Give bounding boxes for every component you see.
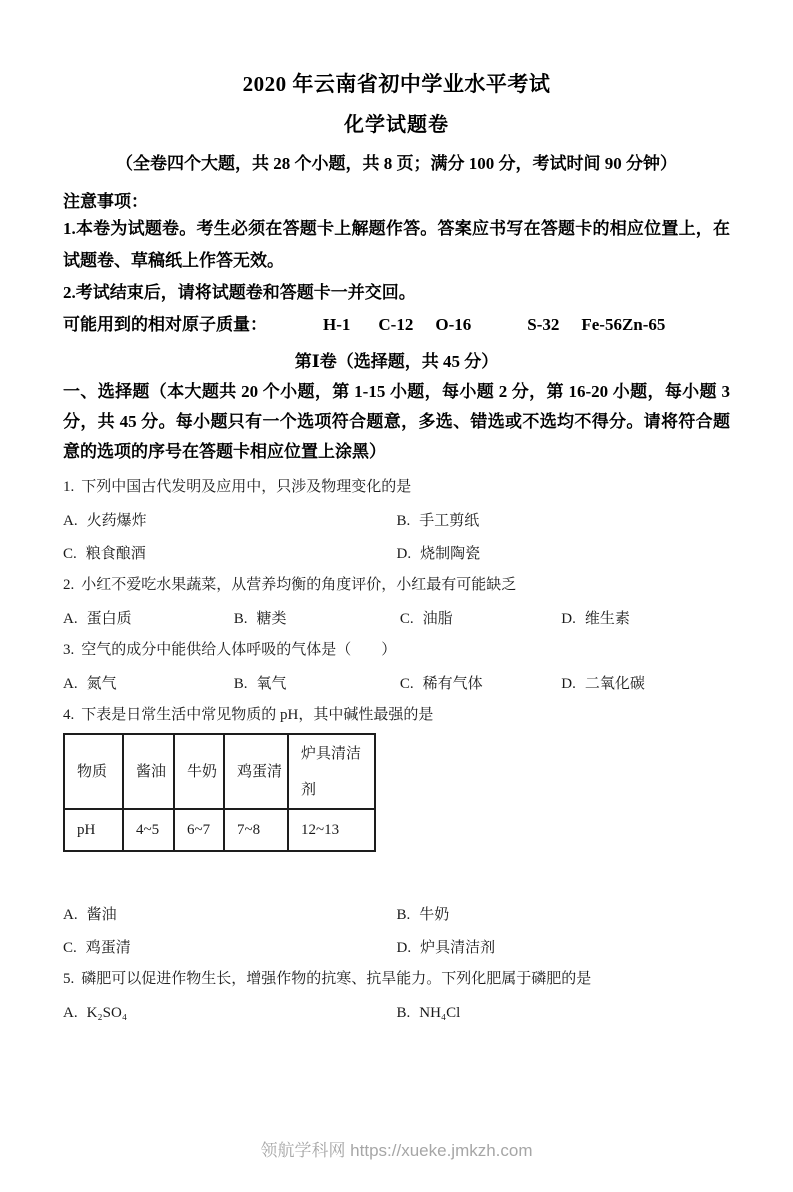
option-text: 鸡蛋清 — [85, 940, 131, 956]
question-text: 5. 磷肥可以促进作物生长，增强作物的抗寒、抗旱能力。下列化肥属于磷肥的是 — [63, 971, 592, 987]
section-title: 第Ⅰ卷（选择题，共 45 分） — [294, 352, 499, 371]
option-d — [397, 937, 731, 959]
option-text: 维生素 — [584, 611, 630, 627]
option-label: B. — [396, 513, 411, 529]
option-b — [397, 1002, 731, 1024]
question-1 — [63, 476, 730, 565]
option-b — [397, 904, 731, 926]
exam-page — [0, 70, 793, 1024]
option-label: C. — [63, 940, 77, 956]
option-text: NH₄Cl — [419, 1005, 461, 1021]
option-b — [234, 673, 400, 695]
question-text: 4. 下表是日常生活中常见物质的 pH，其中碱性最强的是 — [63, 707, 434, 723]
question-2 — [63, 574, 730, 630]
question-4 — [63, 704, 730, 959]
option-label: C. — [399, 676, 414, 692]
option-a — [63, 673, 234, 695]
option-text: 糖类 — [256, 611, 287, 627]
option-text: 蛋白质 — [86, 611, 132, 627]
option-a — [63, 510, 397, 532]
option-label: A. — [63, 1005, 78, 1021]
option-text: 油脂 — [422, 611, 453, 627]
option-text: 烧制陶瓷 — [420, 546, 481, 562]
question-text: 1. 下列中国古代发明及应用中，只涉及物理变化的是 — [63, 479, 412, 495]
table-cell: 物质 — [64, 734, 123, 809]
question-number: 4. — [63, 707, 75, 723]
option-b — [234, 608, 400, 630]
table-cell: 酱油 — [123, 734, 174, 809]
atomic-mass-value: O-16 — [435, 315, 472, 334]
atomic-mass-value: H-1 — [323, 315, 351, 334]
option-label: A. — [63, 676, 78, 692]
table-cell: 炉具清洁剂 — [288, 734, 375, 809]
atomic-mass-value: C-12 — [378, 315, 414, 334]
question-number: 5. — [63, 971, 75, 987]
option-a — [63, 608, 234, 630]
watermark-footer: 领航学科网 https://xueke.jmkzh.com — [260, 1141, 533, 1160]
option-label: A. — [63, 513, 78, 529]
option-text: 炉具清洁剂 — [420, 940, 496, 956]
option-label: D. — [396, 940, 412, 956]
table-header-row — [64, 734, 375, 809]
option-c — [400, 673, 561, 695]
options-grid — [63, 608, 730, 630]
section-intro: 一、选择题（本大题共 20 个小题，第 1-15 小题，每小题 2 分，第 16-20 小题，每小题 3 分，共 45 分。每小题只有一个选项符合题意，多选、错选或不选均不得分。请将符合题意的选项的序号在答题卡相应位置上涂黑） — [63, 382, 730, 461]
option-text: 氧气 — [256, 676, 287, 692]
exam-info-line: （全卷四个大题，共 28 个小题，共 8 页；满分 100 分，考试时间 90 分钟） — [116, 154, 677, 173]
atomic-mass-label: 可能用到的相对原子质量： — [63, 315, 267, 334]
table-cell: pH — [64, 809, 123, 851]
option-label: B. — [233, 611, 248, 627]
option-label: C. — [399, 611, 414, 627]
option-c — [63, 937, 397, 959]
option-c — [63, 543, 397, 565]
question-number: 3. — [63, 642, 75, 658]
question-3 — [63, 639, 730, 695]
option-label: A. — [63, 611, 78, 627]
table-cell: 4~5 — [123, 809, 174, 851]
notice-item-1: 1.本卷为试题卷。考生必须在答题卡上解题作答。答案应书写在答题卡的相应位置上，在试题卷、草稿纸上作答无效。 — [63, 219, 730, 270]
options-grid — [63, 1002, 730, 1024]
options-grid — [63, 510, 730, 565]
page-subtitle: 化学试题卷 — [344, 114, 449, 136]
atomic-mass-value: Zn-65 — [621, 315, 666, 334]
option-d — [397, 543, 731, 565]
option-text: K₂SO₄ — [86, 1005, 128, 1021]
option-label: D. — [396, 546, 412, 562]
option-text: 氮气 — [86, 676, 117, 692]
question-number: 2. — [63, 577, 75, 593]
options-grid — [63, 673, 730, 695]
question-number: 1. — [63, 479, 75, 495]
option-text: 火药爆炸 — [86, 513, 147, 529]
table-cell: 6~7 — [174, 809, 224, 851]
option-a — [63, 904, 397, 926]
table-cell: 7~8 — [224, 809, 288, 851]
option-text: 粮食酿酒 — [85, 546, 146, 562]
notice-heading: 注意事项： — [63, 192, 148, 211]
option-text: 牛奶 — [419, 907, 450, 923]
option-label: D. — [561, 611, 576, 627]
option-label: C. — [63, 546, 77, 562]
question-text: 3. 空气的成分中能供给人体呼吸的气体是（ ） — [63, 642, 397, 658]
table-cell: 12~13 — [288, 809, 375, 851]
ph-table — [63, 733, 376, 852]
option-d — [561, 608, 730, 630]
option-a — [63, 1002, 397, 1024]
option-label: A. — [63, 907, 78, 923]
option-label: B. — [396, 1005, 411, 1021]
question-text: 2. 小红不爱吃水果蔬菜，从营养均衡的角度评价，小红最有可能缺乏 — [63, 577, 517, 593]
page-title: 2020 年云南省初中学业水平考试 — [242, 72, 551, 96]
question-5 — [63, 968, 730, 1024]
table-cell: 牛奶 — [174, 734, 224, 809]
option-b — [397, 510, 731, 532]
option-text: 稀有气体 — [422, 676, 483, 692]
options-grid — [63, 904, 730, 959]
option-label: D. — [561, 676, 576, 692]
option-label: B. — [396, 907, 411, 923]
option-d — [561, 673, 730, 695]
atomic-mass-value: S-32 — [527, 315, 560, 334]
option-label: B. — [233, 676, 248, 692]
table-cell: 鸡蛋清 — [224, 734, 288, 809]
table-row — [64, 809, 375, 851]
atomic-mass-line — [63, 309, 730, 341]
option-text: 二氧化碳 — [584, 676, 645, 692]
option-text: 手工剪纸 — [419, 513, 480, 529]
option-text: 酱油 — [86, 907, 117, 923]
option-c — [400, 608, 561, 630]
notice-item-2: 2.考试结束后，请将试题卷和答题卡一并交回。 — [63, 283, 416, 302]
atomic-mass-value: Fe-56 — [581, 315, 622, 334]
